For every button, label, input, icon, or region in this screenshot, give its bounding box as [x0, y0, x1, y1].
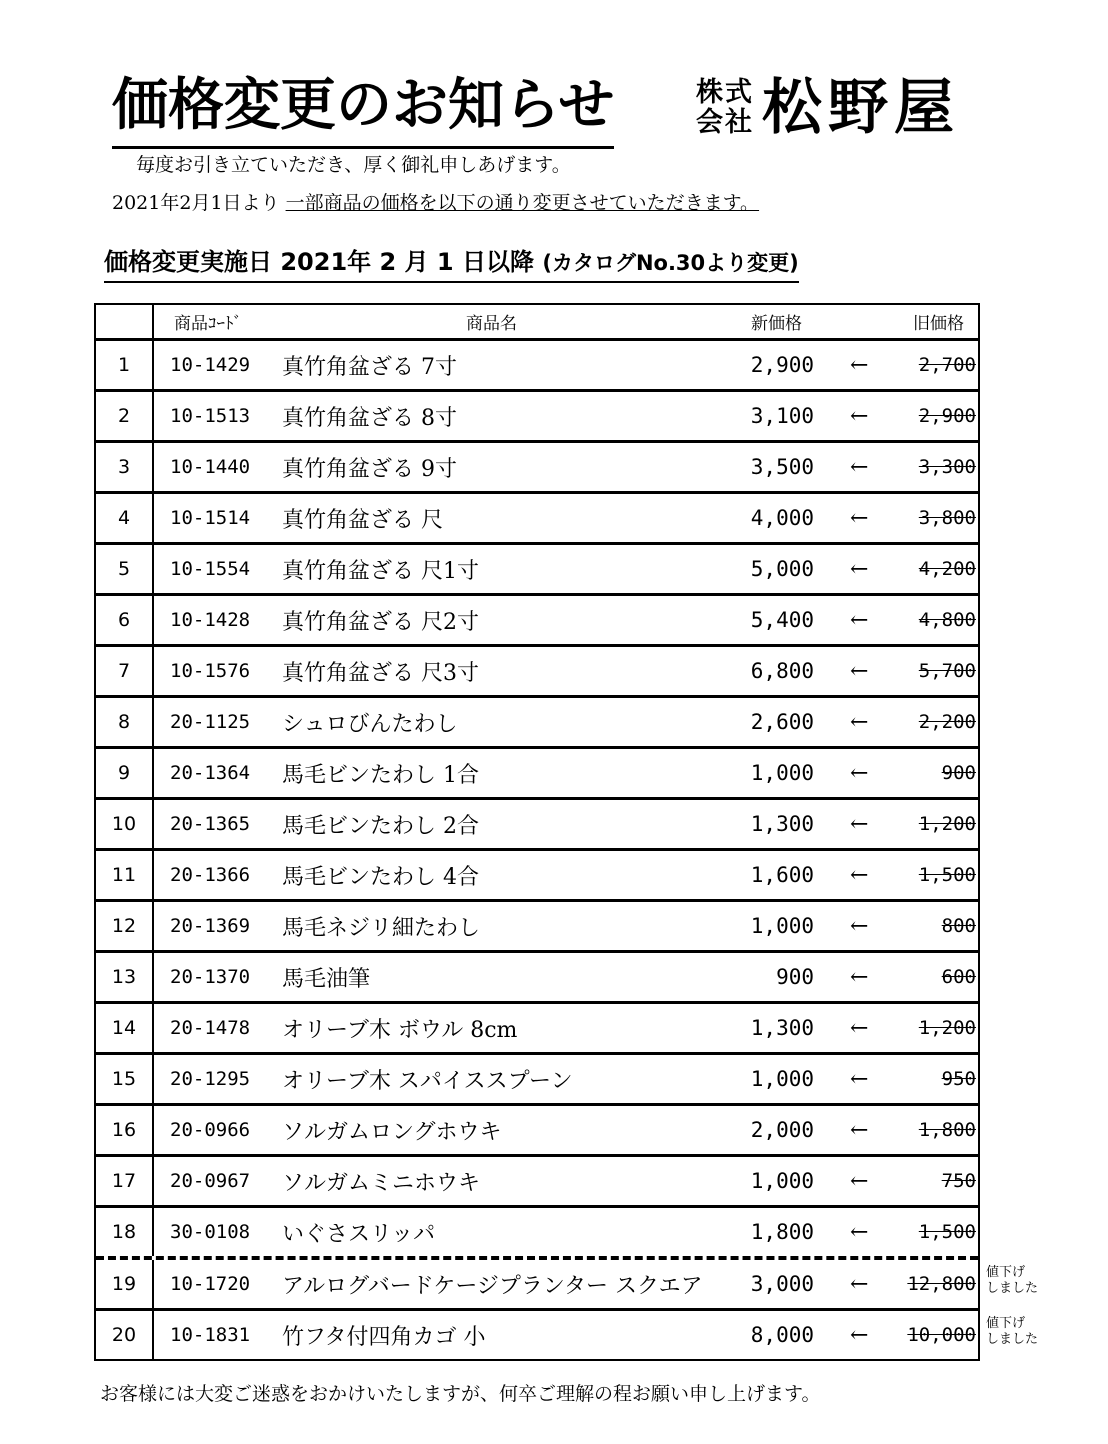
- row-number: 3: [96, 443, 154, 491]
- new-price: 1,000: [750, 914, 814, 938]
- arrow-icon: ←: [850, 1117, 869, 1143]
- table-row: [96, 545, 978, 596]
- old-price: 4,800: [918, 609, 976, 631]
- product-name: 馬毛ビンたわし 2合: [282, 813, 479, 839]
- product-name: 馬毛油筆: [282, 966, 371, 992]
- arrow-icon: ←: [850, 862, 869, 888]
- product-name: 真竹角盆ざる 尺: [282, 507, 443, 533]
- product-name: いぐさスリッパ: [282, 1221, 436, 1247]
- product-name: ソルガムロングホウキ: [282, 1119, 502, 1145]
- table-row: [96, 1260, 978, 1311]
- product-code: 20-1369: [170, 915, 251, 937]
- arrow-icon: ←: [850, 556, 869, 582]
- product-code: 20-1366: [170, 864, 251, 886]
- table-row: [96, 1311, 978, 1359]
- table-row: [96, 341, 978, 392]
- table-row: [96, 902, 978, 953]
- product-code: 10-1514: [170, 507, 251, 529]
- arrow-icon: ←: [850, 607, 869, 633]
- arrow-icon: ←: [850, 454, 869, 480]
- product-name: 竹フタ付四角カゴ 小: [282, 1324, 486, 1350]
- new-price: 5,400: [750, 608, 814, 632]
- product-code: 20-1370: [170, 966, 251, 988]
- row-number: 20: [96, 1311, 154, 1359]
- product-name: 馬毛ビンたわし 1合: [282, 762, 479, 788]
- greeting-date: 2021年2月1日より: [112, 192, 280, 214]
- greeting-line-1: 毎度お引き立ていただき、厚く御礼申しあげます。: [136, 154, 571, 176]
- row-number: 16: [96, 1106, 154, 1154]
- old-price: 3,800: [918, 507, 976, 529]
- table-row: [96, 749, 978, 800]
- table-row: [96, 596, 978, 647]
- table-row: [96, 953, 978, 1004]
- arrow-icon: ←: [850, 964, 869, 990]
- table-row: [96, 698, 978, 749]
- old-price: 1,500: [918, 1221, 976, 1243]
- header-old-price: 旧価格: [913, 314, 964, 334]
- table-row: [96, 1157, 978, 1208]
- old-price: 900: [941, 762, 976, 784]
- effective-date-heading: [104, 244, 799, 283]
- arrow-icon: ←: [850, 1322, 869, 1348]
- price-reduced-note-line-2: しました: [986, 1281, 1039, 1296]
- table-row: [96, 851, 978, 902]
- row-number: 18: [96, 1208, 154, 1256]
- row-number: 6: [96, 596, 154, 644]
- row-number: 12: [96, 902, 154, 950]
- product-code: 10-1831: [170, 1324, 251, 1346]
- new-price: 1,800: [750, 1220, 814, 1244]
- product-code: 20-1365: [170, 813, 251, 835]
- new-price: 1,000: [750, 1067, 814, 1091]
- old-price: 600: [941, 966, 976, 988]
- row-number: 7: [96, 647, 154, 695]
- page-title: 価格変更のお知らせ: [112, 66, 614, 149]
- arrow-icon: ←: [850, 505, 869, 531]
- product-name: 真竹角盆ざる 9寸: [282, 456, 457, 482]
- product-name: 真竹角盆ざる 尺3寸: [282, 660, 479, 686]
- old-price: 12,800: [907, 1273, 976, 1295]
- table-row: [96, 1208, 978, 1260]
- arrow-icon: ←: [850, 1168, 869, 1194]
- row-number: 4: [96, 494, 154, 542]
- product-code: 10-1429: [170, 354, 251, 376]
- product-code: 10-1576: [170, 660, 251, 682]
- product-name: 真竹角盆ざる 尺1寸: [282, 558, 479, 584]
- product-name: 真竹角盆ざる 尺2寸: [282, 609, 479, 635]
- old-price: 1,800: [918, 1119, 976, 1141]
- new-price: 4,000: [750, 506, 814, 530]
- new-price: 2,000: [750, 1118, 814, 1142]
- row-number: 9: [96, 749, 154, 797]
- new-price: 1,300: [750, 812, 814, 836]
- product-name: 馬毛ビンたわし 4合: [282, 864, 479, 890]
- arrow-icon: ←: [850, 1219, 869, 1245]
- row-number: 15: [96, 1055, 154, 1103]
- product-code: 10-1554: [170, 558, 251, 580]
- table-row: [96, 392, 978, 443]
- old-price: 4,200: [918, 558, 976, 580]
- old-price: 2,700: [918, 354, 976, 376]
- arrow-icon: ←: [850, 658, 869, 684]
- arrow-icon: ←: [850, 1015, 869, 1041]
- header-code: 商品ｺｰﾄﾞ: [174, 314, 242, 334]
- price-reduced-note-line-1: 値下げ: [986, 1265, 1026, 1280]
- table-row: [96, 647, 978, 698]
- price-reduced-note: [986, 1316, 1038, 1348]
- product-code: 30-0108: [170, 1221, 251, 1243]
- new-price: 3,100: [750, 404, 814, 428]
- product-name: ソルガムミニホウキ: [282, 1170, 481, 1196]
- new-price: 2,600: [750, 710, 814, 734]
- new-price: 1,300: [750, 1016, 814, 1040]
- table-header-row: [96, 305, 978, 341]
- old-price: 10,000: [907, 1324, 976, 1346]
- product-name: アルログバードケージプランター スクエア: [282, 1273, 703, 1299]
- row-number: 8: [96, 698, 154, 746]
- old-price: 950: [941, 1068, 976, 1090]
- product-name: 真竹角盆ざる 8寸: [282, 405, 457, 431]
- product-name: シュロびんたわし: [282, 711, 458, 737]
- product-code: 20-0966: [170, 1119, 251, 1141]
- closing-message: お客様には大変ご迷惑をおかけいたしますが、何卒ご理解の程お願い申し上げます。: [100, 1383, 821, 1405]
- company-logo: [696, 68, 960, 148]
- arrow-icon: ←: [850, 913, 869, 939]
- new-price: 1,600: [750, 863, 814, 887]
- row-number: 13: [96, 953, 154, 1001]
- header-name: 商品名: [466, 314, 517, 334]
- old-price: 3,300: [918, 456, 976, 478]
- product-code: 10-1428: [170, 609, 251, 631]
- row-number: 5: [96, 545, 154, 593]
- arrow-icon: ←: [850, 811, 869, 837]
- arrow-icon: ←: [850, 760, 869, 786]
- price-reduced-note-line-2: しました: [986, 1332, 1039, 1347]
- product-code: 10-1513: [170, 405, 251, 427]
- greeting-line-2: [112, 188, 759, 215]
- product-code: 20-1364: [170, 762, 251, 784]
- header-new-price: 新価格: [751, 314, 802, 334]
- old-price: 1,500: [918, 864, 976, 886]
- old-price: 1,200: [918, 813, 976, 835]
- product-code: 20-1478: [170, 1017, 251, 1039]
- old-price: 2,900: [918, 405, 976, 427]
- row-number: 1: [96, 341, 154, 389]
- new-price: 3,000: [750, 1272, 814, 1296]
- header-number-cell: [96, 305, 154, 338]
- old-price: 5,700: [918, 660, 976, 682]
- row-number: 2: [96, 392, 154, 440]
- old-price: 800: [941, 915, 976, 937]
- table-row: [96, 1106, 978, 1157]
- row-number: 10: [96, 800, 154, 848]
- product-code: 10-1440: [170, 456, 251, 478]
- arrow-icon: ←: [850, 709, 869, 735]
- old-price: 750: [941, 1170, 976, 1192]
- row-number: 14: [96, 1004, 154, 1052]
- price-reduced-note-line-1: 値下げ: [986, 1316, 1026, 1331]
- price-reduced-note: [986, 1265, 1038, 1297]
- company-name: 松野屋: [762, 73, 960, 143]
- arrow-icon: ←: [850, 403, 869, 429]
- row-number: 11: [96, 851, 154, 899]
- company-type-bottom: 会社: [696, 107, 754, 138]
- row-number: 17: [96, 1157, 154, 1205]
- price-table: [94, 303, 980, 1361]
- new-price: 2,900: [750, 353, 814, 377]
- table-row: [96, 800, 978, 851]
- arrow-icon: ←: [850, 1066, 869, 1092]
- arrow-icon: ←: [850, 1271, 869, 1297]
- table-row: [96, 1055, 978, 1106]
- company-type: [696, 78, 754, 138]
- product-code: 10-1720: [170, 1273, 251, 1295]
- product-code: 20-1125: [170, 711, 251, 733]
- new-price: 6,800: [750, 659, 814, 683]
- catalog-note: (カタログNo.30より変更): [542, 251, 799, 275]
- new-price: 5,000: [750, 557, 814, 581]
- new-price: 1,000: [750, 1169, 814, 1193]
- old-price: 2,200: [918, 711, 976, 733]
- company-type-top: 株式: [696, 77, 754, 108]
- table-row: [96, 443, 978, 494]
- new-price: 8,000: [750, 1323, 814, 1347]
- new-price: 1,000: [750, 761, 814, 785]
- new-price: 3,500: [750, 455, 814, 479]
- table-row: [96, 1004, 978, 1055]
- table-row: [96, 494, 978, 545]
- product-name: オリーブ木 ボウル 8cm: [282, 1017, 518, 1043]
- effective-date: 価格変更実施日 2021年 2 月 1 日以降: [104, 248, 534, 276]
- product-name: 馬毛ネジリ細たわし: [282, 915, 481, 941]
- arrow-icon: ←: [850, 352, 869, 378]
- product-code: 20-0967: [170, 1170, 251, 1192]
- new-price: 900: [776, 965, 814, 989]
- product-code: 20-1295: [170, 1068, 251, 1090]
- row-number: 19: [96, 1260, 154, 1308]
- product-name: 真竹角盆ざる 7寸: [282, 354, 457, 380]
- product-name: オリーブ木 スパイススプーン: [282, 1068, 573, 1094]
- greeting-notice: 一部商品の価格を以下の通り変更させていただきます。: [285, 192, 760, 214]
- old-price: 1,200: [918, 1017, 976, 1039]
